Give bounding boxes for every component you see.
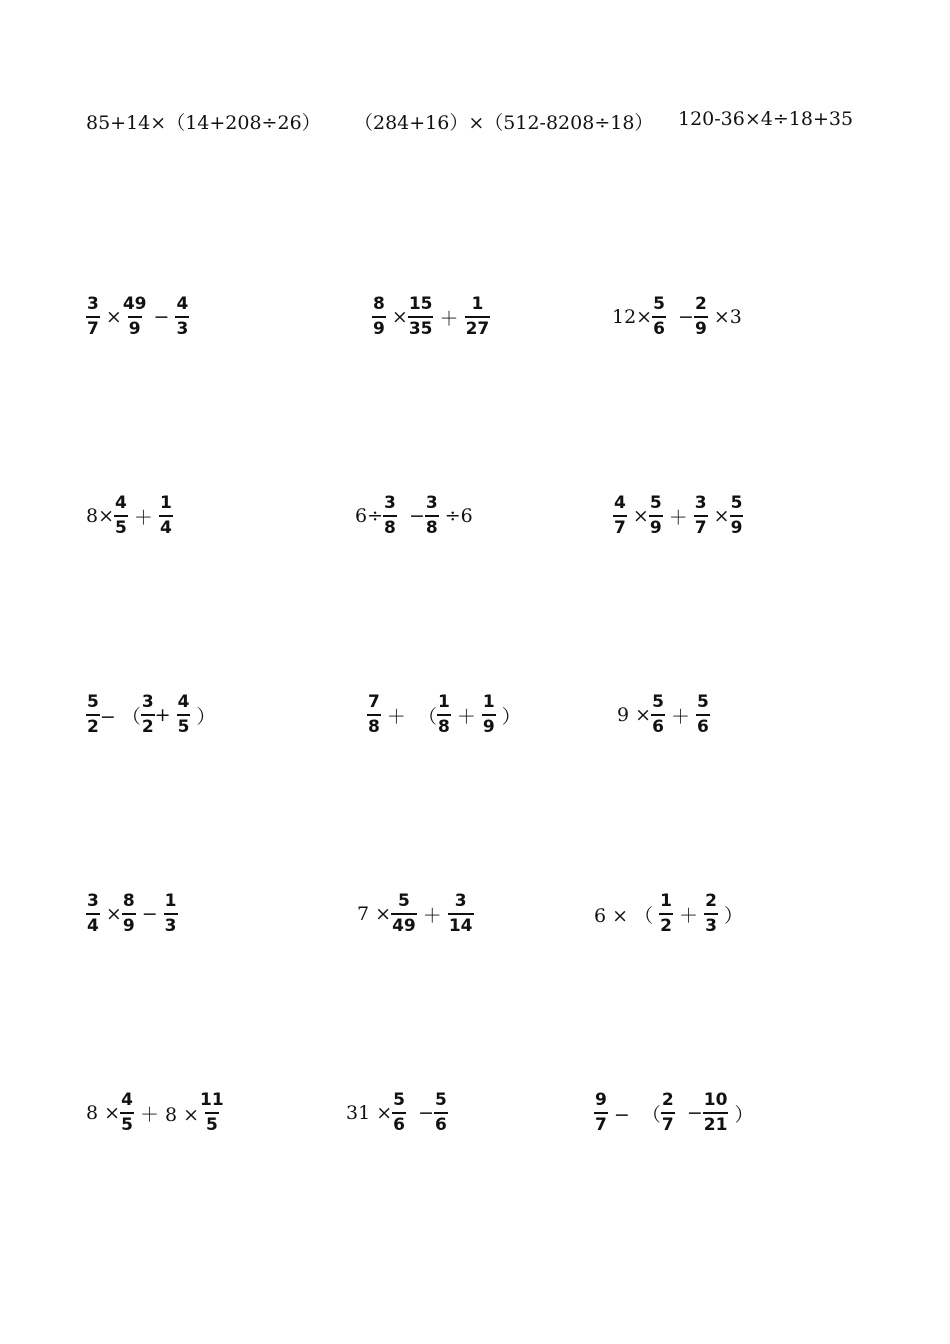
- operator-text: 6÷: [355, 505, 384, 527]
- fraction: [86, 694, 100, 736]
- exercise-5-1: [86, 893, 178, 935]
- denominator: 2: [86, 714, 100, 736]
- denominator: 9: [122, 913, 136, 935]
- denominator: 14: [448, 913, 474, 935]
- fraction: [704, 893, 718, 935]
- numerator: 1: [471, 294, 484, 314]
- numerator: 9: [595, 1090, 607, 1110]
- fraction: [613, 495, 627, 537]
- numerator: 5: [649, 493, 662, 513]
- expression-text: 85+14×（14+208÷26）: [86, 112, 321, 134]
- operator-text: ）: [495, 705, 521, 728]
- denominator: 3: [164, 913, 178, 935]
- fraction: [594, 1092, 608, 1134]
- exercise-4-2: [367, 694, 521, 736]
- numerator: 1: [437, 692, 450, 712]
- denominator: 5: [177, 714, 191, 736]
- denominator: 5: [205, 1112, 219, 1134]
- fraction: [437, 694, 451, 736]
- numerator: 3: [141, 692, 154, 712]
- numerator: 3: [425, 493, 438, 513]
- denominator: 3: [704, 913, 718, 935]
- operator-text: ×: [99, 903, 122, 925]
- exercise-4-3: [617, 694, 710, 736]
- operator-text: 8×: [86, 505, 115, 527]
- fraction: [392, 1092, 406, 1134]
- fraction: [696, 694, 710, 736]
- operator-text: ＋: [450, 705, 482, 728]
- denominator: 9: [482, 714, 496, 736]
- operator-text: ）: [717, 904, 743, 927]
- fraction: [652, 296, 666, 338]
- fraction: [372, 296, 386, 338]
- fraction: [141, 694, 155, 736]
- fraction: [177, 694, 191, 736]
- fraction: [448, 893, 474, 935]
- numerator: 5: [397, 891, 410, 911]
- exercise-5-3: [594, 893, 743, 935]
- operator-text: ＋: [433, 307, 465, 330]
- exercise-2-3: [612, 296, 742, 338]
- fraction: [649, 495, 663, 537]
- denominator: 6: [651, 714, 665, 736]
- operator-text: ÷6: [438, 505, 473, 527]
- numerator: 5: [434, 1090, 447, 1110]
- exercise-1-1: [86, 108, 321, 135]
- numerator: 3: [87, 294, 99, 314]
- denominator: 8: [367, 714, 381, 736]
- fraction: [408, 296, 434, 338]
- denominator: 9: [128, 316, 142, 338]
- numerator: 5: [87, 692, 99, 712]
- denominator: 9: [649, 515, 663, 537]
- denominator: 27: [465, 316, 491, 338]
- exercise-6-1: [86, 1092, 225, 1134]
- denominator: 3: [175, 316, 189, 338]
- operator-text: ＋: [416, 904, 448, 927]
- numerator: 2: [661, 1090, 674, 1110]
- numerator: 4: [177, 692, 190, 712]
- exercise-4-1: [86, 694, 216, 736]
- exercise-6-3: [594, 1092, 753, 1134]
- fraction: [730, 495, 744, 537]
- operator-text: −: [135, 903, 164, 925]
- operator-text: 8 ×: [86, 1102, 121, 1124]
- fraction: [434, 1092, 448, 1134]
- numerator: 5: [730, 493, 743, 513]
- numerator: 4: [614, 493, 626, 513]
- operator-text: ）: [190, 705, 216, 728]
- exercise-1-3: [678, 108, 853, 130]
- operator-text: 31 ×: [346, 1102, 393, 1124]
- denominator: 2: [141, 714, 155, 736]
- numerator: 8: [373, 294, 385, 314]
- denominator: 2: [659, 913, 673, 935]
- numerator: 49: [122, 294, 147, 314]
- denominator: 9: [694, 316, 708, 338]
- denominator: 7: [594, 1112, 608, 1134]
- numerator: 7: [368, 692, 380, 712]
- operator-text: ）: [728, 1103, 754, 1126]
- operator-text: −: [405, 1102, 434, 1124]
- fraction: [465, 296, 491, 338]
- numerator: 1: [159, 493, 172, 513]
- fraction: [651, 694, 665, 736]
- numerator: 5: [653, 294, 665, 314]
- numerator: 15: [408, 294, 433, 314]
- denominator: 8: [425, 515, 439, 537]
- fraction: [482, 694, 496, 736]
- denominator: 7: [86, 316, 100, 338]
- operator-text: ＋: [664, 705, 696, 728]
- fraction: [122, 296, 148, 338]
- numerator: 1: [164, 891, 177, 911]
- denominator: 6: [434, 1112, 448, 1134]
- operator-text: ×: [626, 505, 649, 527]
- exercise-3-2: [355, 495, 473, 537]
- fraction: [199, 1092, 225, 1134]
- operator-text: ×: [385, 306, 408, 328]
- fraction: [114, 495, 128, 537]
- denominator: 6: [392, 1112, 406, 1134]
- expression-text: 120-36×4÷18+35: [678, 108, 854, 130]
- fraction: [122, 893, 136, 935]
- operator-text: ×3: [707, 306, 742, 328]
- exercise-2-1: [86, 296, 189, 338]
- denominator: 7: [661, 1112, 675, 1134]
- expression-text: （284+16）×（512-8208÷18）: [354, 112, 654, 134]
- numerator: 5: [697, 692, 709, 712]
- fraction: [703, 1092, 729, 1134]
- exercise-2-2: [372, 296, 490, 338]
- operator-text: 9 ×: [617, 704, 652, 726]
- exercise-5-2: [357, 893, 474, 935]
- operator-text: 6 × （: [594, 904, 660, 927]
- operator-text: −: [674, 1102, 703, 1124]
- fraction: [661, 1092, 675, 1134]
- denominator: 4: [159, 515, 173, 537]
- numerator: 3: [694, 493, 707, 513]
- fraction: [425, 495, 439, 537]
- denominator: 21: [703, 1112, 729, 1134]
- fraction: [694, 495, 708, 537]
- denominator: 4: [86, 913, 100, 935]
- numerator: 1: [482, 692, 495, 712]
- numerator: 2: [694, 294, 707, 314]
- operator-text: ＋: [662, 506, 694, 529]
- fraction: [159, 495, 173, 537]
- exercise-1-2: [354, 108, 653, 135]
- fraction: [120, 1092, 134, 1134]
- numerator: 10: [703, 1090, 728, 1110]
- numerator: 3: [384, 493, 396, 513]
- denominator: 8: [383, 515, 397, 537]
- fraction: [86, 296, 100, 338]
- denominator: 6: [652, 316, 666, 338]
- numerator: 4: [121, 1090, 133, 1110]
- denominator: 8: [437, 714, 451, 736]
- numerator: 1: [660, 891, 672, 911]
- operator-text: ＋: [672, 904, 705, 927]
- denominator: 7: [613, 515, 627, 537]
- fraction: [694, 296, 708, 338]
- denominator: 9: [730, 515, 744, 537]
- operator-text: ＋ 8 ×: [133, 1103, 200, 1126]
- operator-text: 12×: [612, 306, 653, 328]
- fraction: [383, 495, 397, 537]
- operator-text: −: [665, 306, 694, 328]
- operator-text: − （: [607, 1103, 661, 1126]
- denominator: 9: [372, 316, 386, 338]
- numerator: 5: [393, 1090, 405, 1110]
- fraction: [659, 893, 673, 935]
- fraction: [86, 893, 100, 935]
- fraction: [367, 694, 381, 736]
- exercise-3-1: [86, 495, 173, 537]
- operator-text: −: [396, 505, 425, 527]
- operator-text: −: [147, 306, 176, 328]
- numerator: 4: [115, 493, 127, 513]
- numerator: 5: [652, 692, 664, 712]
- denominator: 6: [696, 714, 710, 736]
- operator-text: ×: [99, 306, 122, 328]
- operator-text: 7 ×: [357, 903, 392, 925]
- operator-text: ×: [707, 505, 730, 527]
- numerator: 3: [454, 891, 467, 911]
- numerator: 3: [87, 891, 99, 911]
- numerator: 2: [705, 891, 717, 911]
- fraction: [175, 296, 189, 338]
- operator-text: +: [154, 704, 177, 726]
- operator-text: ＋ （: [380, 705, 437, 728]
- operator-text: ＋: [127, 506, 159, 529]
- numerator: 8: [122, 891, 135, 911]
- denominator: 35: [408, 316, 434, 338]
- numerator: 4: [176, 294, 189, 314]
- denominator: 7: [694, 515, 708, 537]
- fraction: [391, 893, 417, 935]
- numerator: 11: [200, 1090, 224, 1110]
- denominator: 49: [391, 913, 417, 935]
- operator-text: − （: [99, 705, 141, 728]
- fraction: [164, 893, 178, 935]
- denominator: 5: [114, 515, 128, 537]
- exercise-3-3: [613, 495, 743, 537]
- denominator: 5: [120, 1112, 134, 1134]
- exercise-6-2: [346, 1092, 448, 1134]
